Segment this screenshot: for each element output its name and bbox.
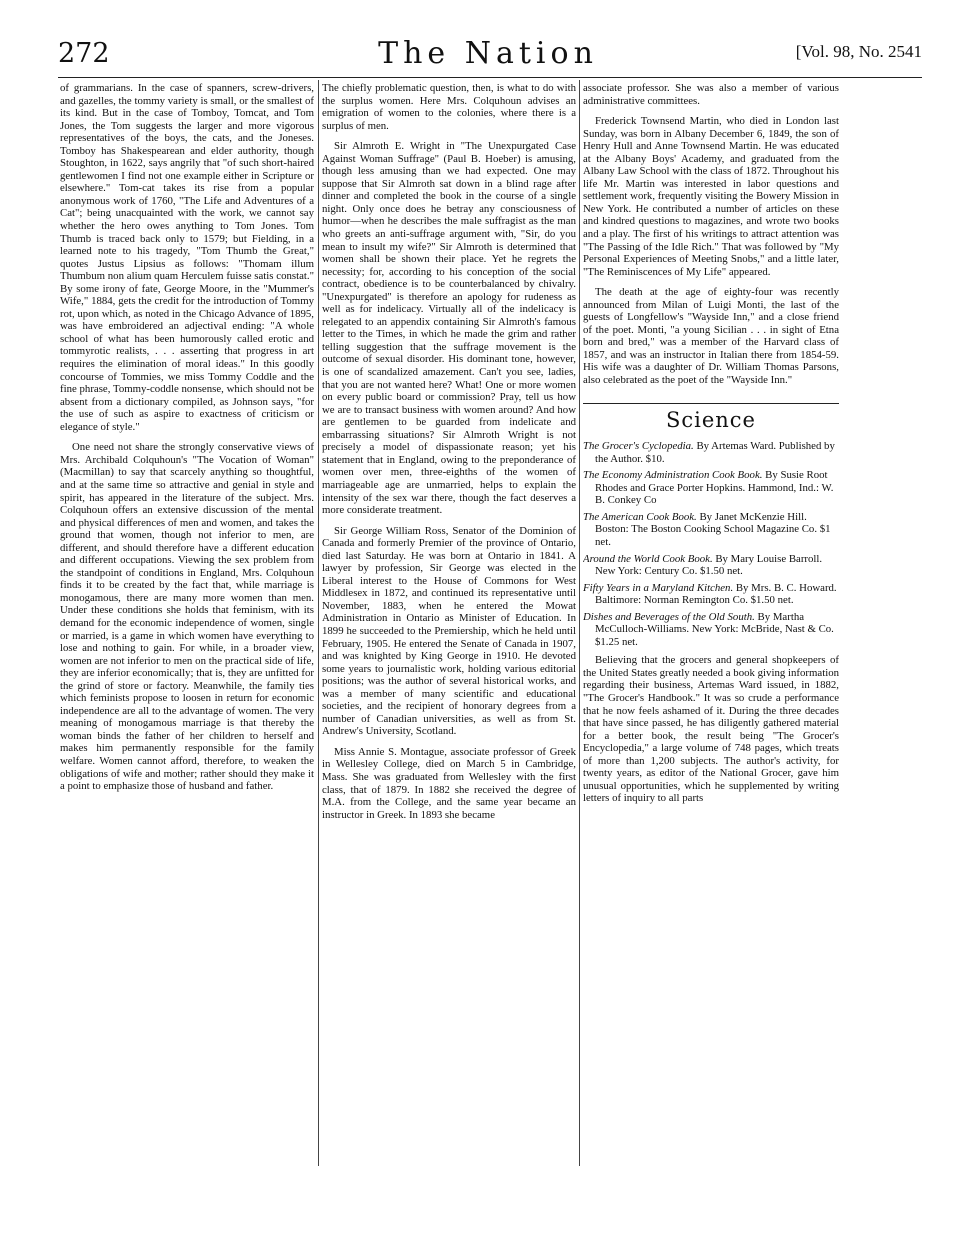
book-details: By Mary Louise Barroll. New York: Century Co. $1.50 net. <box>595 552 823 578</box>
header-rule <box>58 77 922 78</box>
paragraph-surplus-women: The chiefly problematic question, then, is what to do with the surplus women. Here Mrs. Colquhoun advises an emigration of women to the colonies, where there is a surplus of men. <box>322 82 576 132</box>
column-3 <box>583 82 839 1222</box>
book-entry <box>583 611 839 649</box>
book-entry <box>583 582 839 607</box>
book-title: Dishes and Beverages of the Old South. <box>583 610 755 623</box>
paragraph-monti: The death at the age of eighty-four was recently announced from Milan of Luigi Monti, the last of the guests of Longfellow's "Wayside Inn," and a close friend of the poet. Monti, "a young Sicilian . . . in sight of Etna born and bred," was a member of the Harvard class of 1857, and was an instructor in Italian there from 1854-59. His wife was a daughter of Dr. William Thomas Parsons, also celebrated as the poet of the "Wayside Inn." <box>583 286 839 387</box>
book-list <box>583 440 839 648</box>
paragraph-annie-montague: Miss Annie S. Montague, associate professor of Greek in Wellesley College, died on March 5 in Cambridge, Mass. She was graduated from Wellesley with the first class, that of 1879. In 1882 she received the degree of M.A. from the College, and the same year became an instructor in Greek. In 1893 she became <box>322 745 576 821</box>
book-details: By Artemas Ward. Published by the Author. $10. <box>595 440 835 465</box>
column-1 <box>60 82 314 1222</box>
paragraph-grocers-review: Believing that the grocers and general shopkeepers of the United States greatly needed a book giving information regarding their business, Artemas Ward issued, in 1882, "The Grocer's Handbook." It was so crude a performance that he now feels ashamed of it. During the three decades that have since passed, he has diligently gathered material for a better book, the result being "The Grocer's Encyclopedia," a large volume of 748 pages, which treats of more than 1,200 subjects. The author's activity, for twenty years, as editor of the National Grocer, gave him unusual opportunities, which he supplemented by writing letters of inquiry to all parts <box>583 654 839 805</box>
section-rule <box>583 403 839 404</box>
volume-info: [Vol. 98, No. 2541 <box>795 42 922 61</box>
book-details: By Mrs. B. C. Howard. Baltimore: Norman Remington Co. $1.50 net. <box>595 581 837 607</box>
paragraph-almroth-wright: Sir Almroth E. Wright in "The Unexpurgated Case Against Woman Suffrage" (Paul B. Hoeber) is amusing, though less amusing than we had expected. One may suppose that Sir Almroth sat down in a blind rage after dinner and completed the book in the course of a single night. Only once does he betray any consciousness of humor—when he describes the male suffragist as the man who greets an anti-suffrage argument with, "Sir, do you mean to insult my wife?" Sir Almroth is determined that women shall be shown their place. Yet he regrets the necessity; for, according to his conception of the social contract, obedience is to be counterbalanced by chivalry. "Unexpurgated" is therefore an apology for rudeness as well as for indelicacy. Virtually all of the indelicacy is relegated to an appendix containing Sir Almroth's famous letter to the Times, in which he made the grim and rather telling suggestion that the suffrage movement is the outcome of sexual disorder. His dominant tone, however, is one of scandalized amazement. Can't you see, ladies, that you are not wanted here? What! One or more women on every public board or commission? Pray, tell us how we are to transact business with women around? And how are gentlemen to be guarded from indelicate and embarrassing situations? Sir Almroth Wright is not precisely a model of dispassionate reason; yet his statement that in England, owing to the preponderance of women over men, three-eighths of the women of marriageable age are unmarried, helps to explain the intensity of the sex war there, though the fact deserves a more considerate treatment. <box>322 140 576 517</box>
paragraph-colquhoun: One need not share the strongly conservative views of Mrs. Archibald Colquhoun's "The Vocation of Woman" (Macmillan) to say that scarcely anything so thoughtful, and at the same time so attractive and genial in style and spirit, has appeared in the literature of the subject. Mrs. Colquhoun offers an extensive discussion of the mental and physical differences of men and women, and takes the ground that women, though not inferior to men, are different, and should therefore have a different education and different occupations. Viewing the sex problem from the standpoint of conditions in England, Mrs. Colquhoun finds it to be created by the fact that, while marriage is monogamous, there are many more women than men. Under these conditions she holds that feminism, with its demand for the economic independence of women, single or married, is a game in which women have everything to lose and nothing to gain. For while, in a broader view, women are not inferior to men on the practical side of life, they are inferior economically; that is, they are unfitted for the grind of store or factory. Meanwhile, the family ties which feminists propose to loosen in return for economic independence are all to the advantage of women. The very meaning of monogamous marriage is that thereby the woman binds the father of her children to herself and makes him permanently responsible for the family welfare. Women cannot afford, therefore, to weaken the obligations of wife and mother; rather should they make it a point to emphasize those of husband and father. <box>60 441 314 793</box>
page-number: 272 <box>58 38 110 69</box>
book-title: The Economy Administration Cook Book. <box>583 469 763 482</box>
book-details: By Janet McKenzie Hill. Boston: The Boston Cooking School Magazine Co. $1 net. <box>595 510 831 548</box>
book-title: The American Cook Book. <box>583 510 697 523</box>
column-divider <box>579 80 580 1166</box>
book-title: Fifty Years in a Maryland Kitchen. <box>583 581 734 594</box>
section-heading-science: Science <box>665 407 756 432</box>
book-details: By Susie Root Rhodes and Grace Porter Hopkins. Hammond, Ind.: W. B. Conkey Co <box>595 469 834 507</box>
book-title: Around the World Cook Book. <box>583 552 713 565</box>
paragraph-martin: Frederick Townsend Martin, who died in London last Sunday, was born in Albany December 6, 1849, the son of Henry Hull and Anne Townsend Martin. He was educated at the Albany Boys' Academy, and graduated from the Albany Law School with the class of 1872. Throughout his life Mr. Martin was interested in labor questions and settlement work, frequently visiting the Bowery Mission in New York. He contributed a number of articles on these and kindred questions to magazines, and wrote two books and a play. The first of his writings to attract attention was "The Passing of the Idle Rich." That was followed by "My Personal Experiences of Meeting Snobs," and a little later, "The Reminiscences of My Life" appeared. <box>583 115 839 278</box>
book-entry <box>583 511 839 549</box>
book-details: By Martha McCulloch-Williams. New York: McBride, Nast & Co. $1.25 net. <box>595 610 834 648</box>
paragraph-tommy: of grammarians. In the case of spanners, screw-drivers, and gazelles, the tommy variety is small, or the smallest of its kind. But in the case of Tomboy, Tomcat, and Tom Jones, the Tom suggests the larger and more vigorous representatives of the boys, the cats, and the Joneses. Tomboy has Shakespearean and elder authority, though Stoughton, in 1622, says angrily that "of such short-haired gentlewomen I find not one example either in Scripture or elsewhere." Tom-cat takes its rise from a popular anonymous work of 1760, "The Life and Adventures of a Cat"; being unacquainted with the work, we cannot say whether the hero owes anything to Tom Jones. Tom Thumb is traced back only to 1579; but Fielding, in a learned note to his tragedy, "Tom Thumb the Great," quotes Justus Lipsius as follows: "Thomam illum Thumbum non alium quam Herculem fuisse satis constat." By some irony of fate, George Moore, in the "Mummer's Wife," 1884, gets the credit for the introduction of Tommy rot, upon which, as noted in the Chicago Advance of 1895, was have embroidered an adjectival ending: "A whole school of what has been humorously called erotic and tommyrotic realists, . . . asserting that progress in art requires the elimination of moral ideas." In this goodly concourse of Tommies, we miss Tommy Coddle and the fine phrase, Tommy-coddle nonsense, which should not be absent from a dictionary compiled, as Johnson says, "for the use of such as aspire to exactness of criticism or elegance of style." <box>60 82 314 433</box>
column-divider <box>318 80 319 1166</box>
book-title: The Grocer's Cyclopedia. <box>583 440 694 453</box>
page-header <box>58 36 922 72</box>
masthead-title: The Nation <box>378 36 598 71</box>
paragraph-montague-cont: associate professor. She was also a member of various administrative committees. <box>583 82 839 107</box>
column-2 <box>322 82 576 1222</box>
book-entry <box>583 440 839 465</box>
book-entry <box>583 553 839 578</box>
paragraph-george-ross: Sir George William Ross, Senator of the Dominion of Canada and formerly Premier of the province of Ontario, died last Saturday. He was born at Ontario in 1841. A lawyer by profession, Sir George was elected in the Liberal interest to the House of Commons for West Middlesex in 1872, and continued its representative until November, 1883, when he entered the Mowat Administration in Ontario as Minister of Education. In 1899 he succeeded to the Premiership, which he held until February, 1905. He entered the Senate of Canada in 1907, and was knighted by King George in 1910. He devoted some years to journalistic work, holding various editorial positions; was the author of several historical works, and was a member of many scientific and educational societies, and the recipient of honorary degrees from a number of Canadian universities, as well as from St. Andrew's University, Scotland. <box>322 524 576 738</box>
book-entry <box>583 469 839 507</box>
